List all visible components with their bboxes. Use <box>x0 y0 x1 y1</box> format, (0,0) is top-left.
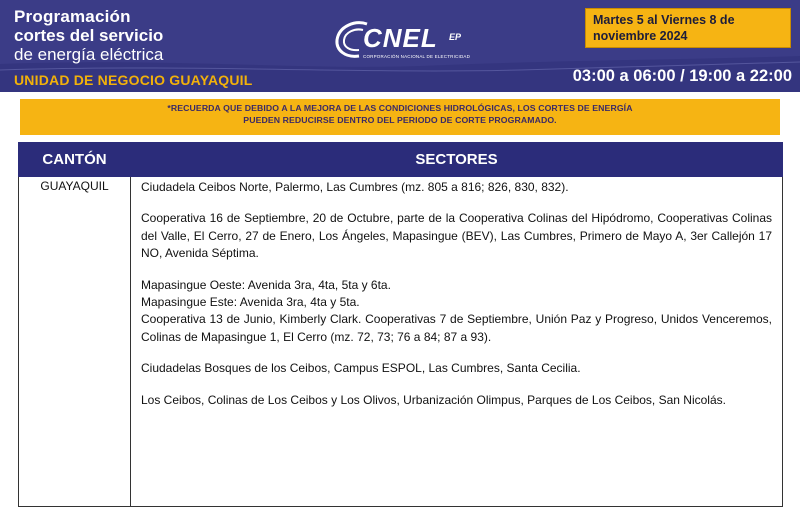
date-range-badge: Martes 5 al Viernes 8 de noviembre 2024 <box>585 8 791 48</box>
table-row <box>19 177 783 507</box>
column-header-sectors: SECTORES <box>131 143 783 177</box>
schedule-title <box>14 8 163 63</box>
column-header-canton: CANTÓN <box>19 143 131 177</box>
header-banner <box>0 0 800 92</box>
notice-line-1: *RECUERDA QUE DEBIDO A LA MEJORA DE LAS CONDICIONES HIDROLÓGICAS, LOS CORTES DE ENERGÍA <box>167 103 633 113</box>
sectors-cell <box>131 177 783 507</box>
logo-ep: EP <box>449 32 462 42</box>
sector-text: Mapasingue Oeste: Avenida 3ra, 4ta, 5ta y 6ta. <box>141 277 391 292</box>
sector-group <box>141 360 772 377</box>
title-line-1: Programación <box>14 7 131 26</box>
sector-group <box>141 392 772 409</box>
business-unit-label: UNIDAD DE NEGOCIO GUAYAQUIL <box>14 72 253 88</box>
logo-wordmark: CNEL <box>363 23 438 53</box>
notice-banner <box>20 99 780 135</box>
sector-text: Cooperativa 16 de Septiembre, 20 de Octubre, parte de la Cooperativa Colinas del Hipódromo, Cooperativas Colinas del Valle, El Cerro, 27 de Enero, Los Ángeles, Mapasingue (BEV), Las Cumbres, Primero de Mayo A, 3er Callejón 17 NO, Avenida Séptima. <box>141 211 772 261</box>
title-line-3: de energía eléctrica <box>14 45 164 64</box>
canton-cell: GUAYAQUIL <box>19 177 131 507</box>
time-range: 03:00 a 06:00 / 19:00 a 22:00 <box>572 67 792 85</box>
sector-text: Los Ceibos, Colinas de Los Ceibos y Los Olivos, Urbanización Olimpus, Parques de Los Ceibos, San Nicolás. <box>141 392 726 407</box>
sector-text: Ciudadelas Bosques de los Ceibos, Campus ESPOL, Las Cumbres, Santa Cecilia. <box>141 361 581 376</box>
sector-text: Mapasingue Este: Avenida 3ra, 4ta y 5ta. <box>141 294 360 309</box>
sector-text: Cooperativa 13 de Junio, Kimberly Clark. Cooperativas 7 de Septiembre, Unión Paz y Progreso, Unidos Venceremos, Colinas de Mapasingue 1, El Cerro (mz. 72, 73; 76 a 84; 87 a 93). <box>141 312 772 344</box>
table-header-row <box>19 143 783 177</box>
logo-subtitle: CORPORACIÓN NACIONAL DE ELECTRICIDAD <box>363 54 471 59</box>
schedule-table <box>18 142 783 507</box>
sector-group <box>141 277 772 347</box>
notice-line-2: PUEDEN REDUCIRSE DENTRO DEL PERIODO DE CORTE PROGRAMADO. <box>243 114 557 125</box>
sector-group <box>141 210 772 262</box>
cnel-logo <box>333 18 493 62</box>
title-line-2: cortes del servicio <box>14 26 164 45</box>
sector-text: Ciudadela Ceibos Norte, Palermo, Las Cumbres (mz. 805 a 816; 826, 830, 832). <box>141 180 569 194</box>
sector-group <box>141 179 772 196</box>
